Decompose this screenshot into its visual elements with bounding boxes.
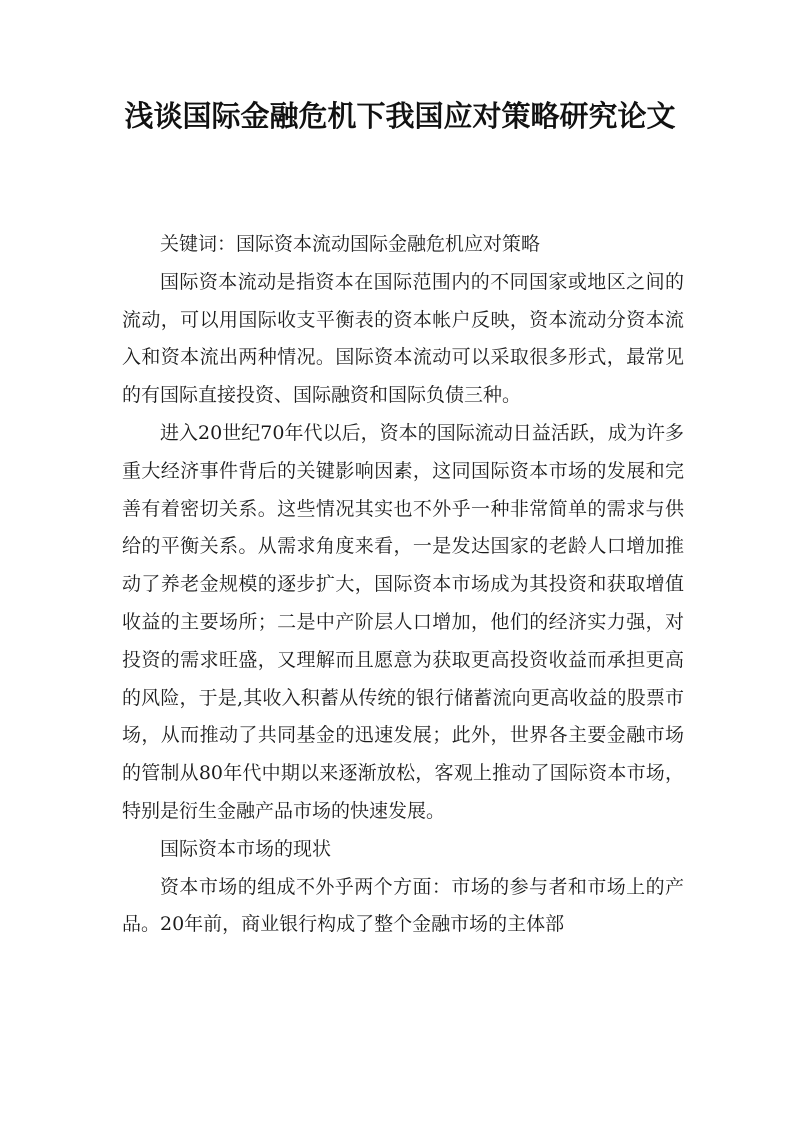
document-body [122,226,684,944]
paragraph: 国际资本流动是指资本在国际范围内的不同国家或地区之间的流动，可以用国际收支平衡表的资本帐户反映，资本流动分资本流入和资本流出两种情况。国际资本流动可以采取很多形式，最常见的有国际直接投资、国际融资和国际负债三种。 [122,270,684,407]
paragraph: 进入20世纪70年代以后，资本的国际流动日益活跃，成为许多重大经济事件背后的关键影响因素，这同国际资本市场的发展和完善有着密切关系。这些情况其实也不外乎一种非常简单的需求与供给的平衡关系。从需求角度来看，一是发达国家的老龄人口增加推动了养老金规模的逐步扩大，国际资本市场成为其投资和获取增值收益的主要场所；二是中产阶层人口增加，他们的经济实力强，对投资的需求旺盛，又理解而且愿意为获取更高投资收益而承担更高的风险，于是,其收入积蓄从传统的银行储蓄流向更高收益的股票市场，从而推动了共同基金的迅速发展；此外，世界各主要金融市场的管制从80年代中期以来逐渐放松，客观上推动了国际资本市场，特别是衍生金融产品市场的快速发展。 [122,421,684,822]
document-title: 浅谈国际金融危机下我国应对策略研究论文 [124,99,676,133]
paragraph: 资本市场的组成不外乎两个方面：市场的参与者和市场上的产品。20年前，商业银行构成了整个金融市场的主体部 [122,875,684,936]
keywords-line: 关键词：国际资本流动国际金融危机应对策略 [160,233,541,255]
section-heading: 国际资本市场的现状 [160,837,332,860]
